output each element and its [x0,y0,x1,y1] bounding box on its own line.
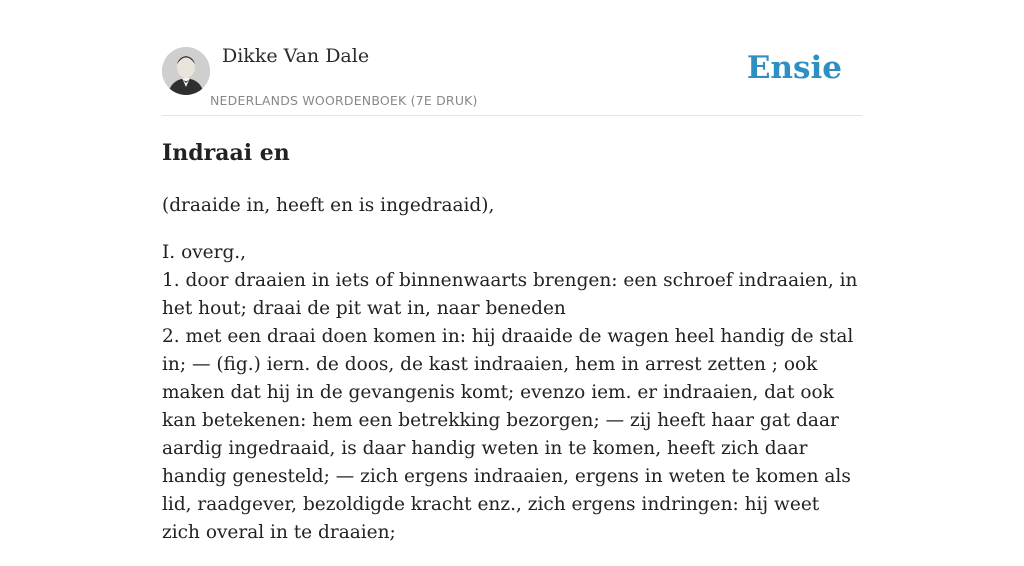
author-name[interactable]: Dikke Van Dale [222,45,370,67]
entry-body [162,192,862,566]
definitions [162,239,862,547]
sense-1: 1. door draaien in iets of binnenwaarts brengen: een schroef indraaien, in het hout; draai de pit wat in, naar beneden [162,270,858,319]
entry-header [162,0,862,116]
portrait-icon [162,47,210,95]
source-label[interactable]: NEDERLANDS WOORDENBOEK (7E DRUK) [210,93,478,108]
sense-2: 2. met een draai doen komen in: hij draaide de wagen heel handig de stal in; — (fig.) iern. de doos, de kast indraaien, hem in arrest zetten ; ook maken dat hij in de gevangenis komt; evenzo iem. er indraaien, dat ook kan betekenen: hem een betrekking bezorgen; — zij heeft haar gat daar aardig ingedraaid, is daar handig weten in te komen, heeft zich daar handig genesteld; — zich ergens indraaien, ergens in weten te komen als lid, raadgever, bezoldigde kracht enz., zich ergens indringen: hij weet zich overal in te draaien; [162,326,854,543]
entry-card [162,0,862,543]
entry-title: Indraai en [162,140,290,166]
brand-logo[interactable]: Ensie [746,50,842,86]
grammar-note: (draaide in, heeft en is ingedraaid), [162,195,495,216]
author-avatar[interactable] [162,47,210,95]
sense-label: I. overg., [162,242,247,263]
